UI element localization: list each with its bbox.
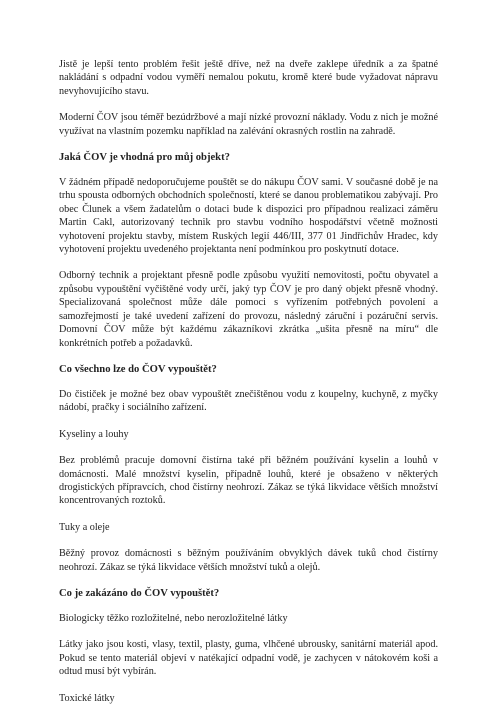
subheading-fats: Tuky a oleje bbox=[59, 521, 110, 533]
subheading-toxic: Toxické látky bbox=[59, 692, 115, 704]
paragraph-intro-1: Jistě je lepší tento problém řešit ještě dříve, než na dveře zaklepe úředník a za špatné nakládání s odpadní vodou vyměří nemalou pokutu, kromě které bude vyžadovat nápravu nevyhovujícího stavu. bbox=[59, 59, 438, 97]
paragraph-technician: Odborný technik a projektant přesně podle způsobu využití nemovitosti, počtu obyvatel a způsobu vypouštění vyčištěné vody určí, jaký typ ČOV je pro daný objekt přesně vhodný. Specializovaná společnost může dále pomoci s vyřízením potřebných povolení a samozřejmostí je také uvedení zařízení do provozu, následný záruční i pozáruční servis. Domovní ČOV může být každému zákazníkovi zkrátka „ušita přesně na míru“ dle konkrétních potřeb a požadavků. bbox=[59, 270, 438, 349]
section-heading-suitable-cov: Jaká ČOV je vhodná pro můj objekt? bbox=[59, 152, 230, 164]
section-heading-allowed: Co všechno lze do ČOV vypouštět? bbox=[59, 363, 217, 375]
subheading-nondegradable: Biologicky těžko rozložitelné, nebo nerozložitelné látky bbox=[59, 612, 288, 624]
paragraph-intro-2: Moderní ČOV jsou téměř bezúdržbové a mají nízké provozní náklady. Vodu z nich je možné využívat na vlastním pozemku například na zalévání okrasných rostlin na zahradě. bbox=[59, 112, 438, 137]
paragraph-purchase-advice: V žádném případě nedoporučujeme pouštět se do nákupu ČOV sami. V současné době je na trhu spousta odborných obchodních společností, které se danou problematikou zabývají. Pro obec Člunek a všem žadatelům o dotaci bude k dispozici pro případnou realizaci záměru Martin Cakl, autorizovaný technik pro stavbu vodního hospodářství včetně možnosti vyhotovení projektu stavby, místem Ruských legií 446/III, 377 01 Jindřichův Hradec, kdy vyhotovení projektu uvedeného projektanta není podmínkou pro poskytnutí dotace. bbox=[59, 177, 438, 256]
paragraph-nondegradable: Látky jako jsou kosti, vlasy, textil, plasty, guma, vlhčené ubrousky, sanitární materiál apod. Pokud se tento materiál objeví v natékající odpadní vodě, je zachycen v nátokovém koši a odtud musí být vybírán. bbox=[59, 639, 438, 678]
paragraph-allowed-intro: Do čističek je možné bez obav vypouštět znečištěnou vodu z koupelny, kuchyně, z myčky nádobí, pračky i sociálního zařízení. bbox=[59, 388, 438, 414]
paragraph-fats: Běžný provoz domácnosti s běžným používáním obvyklých dávek tuků chod čistírny neohrozí. Zákaz se týká likvidace větších množství tuků a olejů. bbox=[59, 548, 438, 573]
section-heading-forbidden: Co je zakázáno do ČOV vypouštět? bbox=[59, 587, 220, 599]
subheading-acids: Kyseliny a louhy bbox=[59, 428, 129, 440]
paragraph-acids: Bez problémů pracuje domovní čistírna také při běžném používání kyselin a louhů v domácnosti. Malé množství kyselin, případně louhů, které je obsaženo v některých drogistických přípravcích, chod čistírny neohrozí. Zákaz se týká likvidace větších množství koncentrovaných roztoků. bbox=[59, 455, 438, 507]
